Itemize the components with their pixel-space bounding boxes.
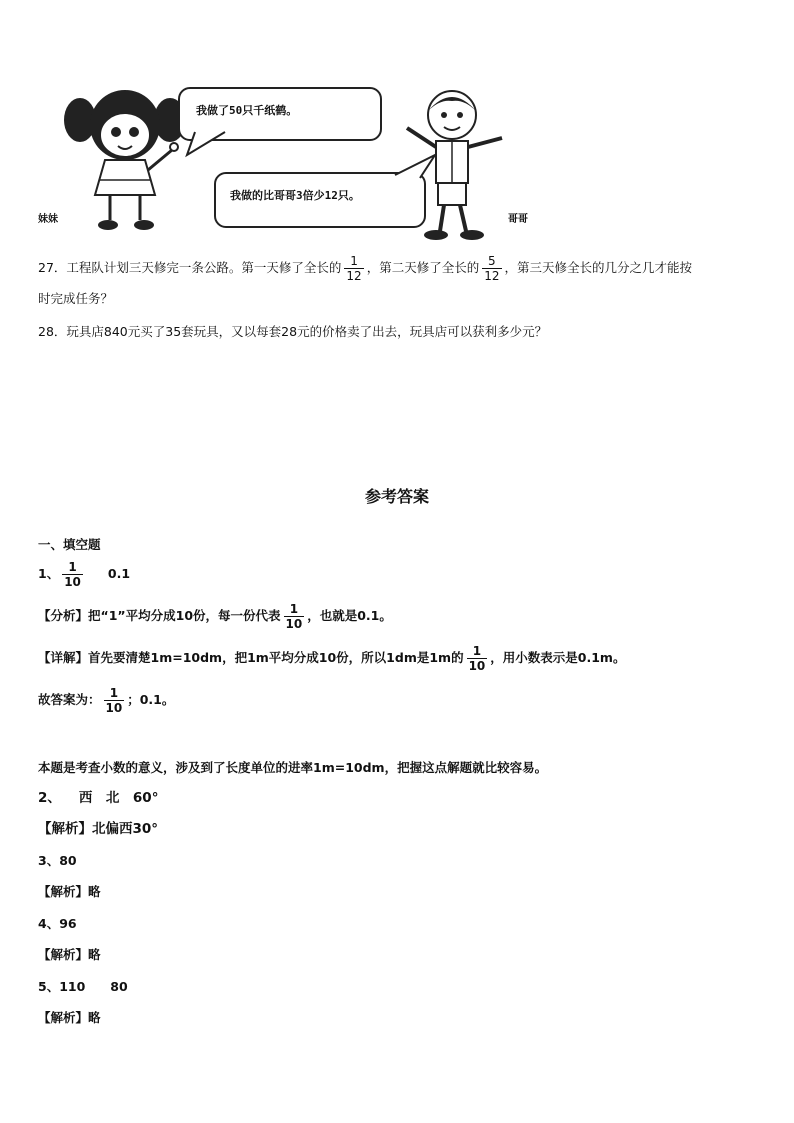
girl-caption: 妹妹 (38, 214, 58, 225)
answer-4: 4、96 (38, 916, 77, 931)
bubble-bottom-text: 我做的比哥哥3倍少12只。 (230, 189, 360, 202)
fraction-5-12: $\frac{5}{12}$ (484, 254, 500, 283)
bubble-top-text: 我做了50只千纸鹤。 (196, 104, 298, 117)
question-27-line1 (38, 254, 692, 283)
bubble-tail-top (185, 130, 235, 160)
answer-1-analysis: 【分析】把“1”平均分成10份，每一份代表 $\frac{1}{10}$ ，也就是0.1。 (38, 602, 392, 631)
fraction-1-12: $\frac{1}{12}$ (346, 254, 362, 283)
answer-1-detail: 【详解】首先要清楚1m=10dm，把1m平均分成10份，所以1dm是1m的 $\frac{1}{10}$ ，用小数表示是0.1m。 (38, 644, 626, 673)
question-28: 28．玩具店840元买了35套玩具，又以每套28元的价格卖了出去，玩具店可以获利多少元？ (38, 324, 548, 339)
boy-figure (392, 83, 522, 243)
answer-2: 2、 西 北 60° (38, 790, 159, 806)
illustration (30, 75, 570, 245)
question-27-line2: 时完成任务？ (38, 291, 114, 306)
answer-1: 1、 $\frac{1}{10}$ 0.1 (38, 560, 131, 589)
q27-prefix: 27．工程队计划三天修完一条公路。第一天修了全长的 (38, 260, 342, 275)
answer-1-final: 故答案为： $\frac{1}{10}$ ；0.1。 (38, 686, 175, 715)
boy-caption: 哥哥 (508, 214, 528, 225)
answers-title: 参考答案 (364, 487, 429, 506)
answer-1-note: 本题是考查小数的意义，涉及到了长度单位的进率1m=10dm，把握这点解题就比较容易。 (38, 760, 548, 775)
answer-3-analysis: 【解析】略 (38, 884, 101, 899)
fraction-1-10: $\frac{1}{10}$ (64, 560, 81, 589)
answer-4-analysis: 【解析】略 (38, 947, 101, 962)
fraction-1-10: $\frac{1}{10}$ (105, 686, 123, 715)
section-fill-blank: 一、填空题 (38, 537, 101, 552)
q27-mid: ，第二天修了全长的 (366, 260, 480, 275)
q27-suffix: ，第三天修全长的几分之几才能按 (504, 260, 693, 275)
answer-2-analysis: 【解析】北偏西30° (38, 821, 159, 837)
fraction-1-10: $\frac{1}{10}$ (468, 644, 486, 673)
answer-5-analysis: 【解析】略 (38, 1010, 101, 1025)
fraction-1-10: $\frac{1}{10}$ (285, 602, 303, 631)
answer-3: 3、80 (38, 853, 77, 868)
answer-5: 5、110 80 (38, 979, 128, 994)
